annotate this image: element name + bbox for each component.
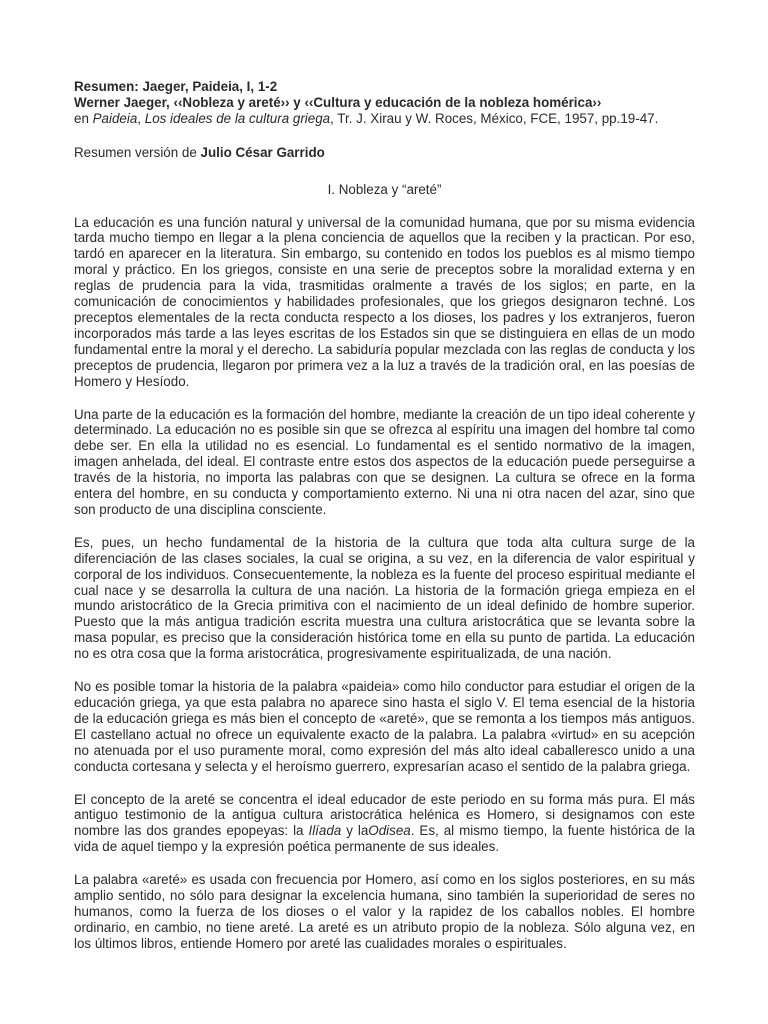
byline [74,145,695,161]
work-odisea: Odisea [368,823,411,839]
source-title [74,95,695,111]
paragraph-4: No es posible tomar la historia de la palabra «paideia» como hilo conductor para estudiar el origen de la educación griega, ya que esta palabra no aparece sino hasta el siglo V. El tema esencial de la historia de la educación griega es más bien el concepto de «areté», que se remonta a los tiempos más antiguos. El castellano actual no ofrece un equivalente exacto de la palabra. La palabra «virtud» en su acepción no atenuada por el uso puramente moral, como expresión del más alto ideal caballeresco unido a una conducta cortesana y selecta y el heroísmo guerrero, expresarían acaso el sentido de la palabra griega. [74,679,695,774]
paragraph-5-text-c: . Es, al mismo tiempo, la fuente histórica de la vida de aquel tiempo y la expresión poética permanente de sus ideales. [74,823,695,855]
document-page [74,79,695,952]
citation-work: Paideia [92,110,138,126]
paragraph-5 [74,792,695,856]
summary-title-text: Resumen: Jaeger, Paideia, I, 1-2 [74,79,278,94]
paragraph-6: La palabra «areté» es usada con frecuencia por Homero, así como en los siglos posteriores, en su más amplio sentido, no sólo para designar la excelencia humana, sino también la superioridad de seres no humanos, como la fuerza de los dioses o el valor y la rapidez de los caballos nobles. El hombre ordinario, en cambio, no tiene areté. La areté es un atributo propio de la nobleza. Sólo alguna vez, en los últimos libros, entiende Homero por areté las cualidades morales o espirituales. [74,872,695,951]
paragraph-1: La educación es una función natural y universal de la comunidad humana, que por su misma evidencia tarda mucho tiempo en llegar a la plena conciencia de aquellos que la reciben y la practican. Por eso, tardó en aparecer en la literatura. Sin embargo, su contenido en todos los pueblos es al mismo tiempo moral y práctico. En los griegos, consiste en una serie de preceptos sobre la moralidad externa y en reglas de prudencia para la vida, trasmitidas oralmente a través de los siglos; en parte, en la comunicación de conocimientos y habilidades profesionales, que los griegos designaron techné. Los preceptos elementales de la recta conducta respecto a los dioses, los padres y los extranjeros, fueron incorporados más tarde a las leyes escritas de los Estados sin que se distinguiera en ellas de un modo fundamental entre la moral y el derecho. La sabiduría popular mezclada con las reglas de conducta y los preceptos de prudencia, llegaron por primera vez a la luz a través de la tradición oral, en las poesías de Homero y Hesíodo. [74,214,695,389]
source-citation [74,111,695,127]
citation-prefix: en [74,110,93,126]
citation-subtitle: Los ideales de la cultura griega [144,110,331,126]
byline-prefix: Resumen versión de [74,144,201,160]
citation-details: , Tr. J. Xirau y W. Roces, México, FCE, 1957, pp.19-47. [330,110,659,126]
byline-author: Julio César Garrido [200,144,325,160]
section-title: I. Nobleza y “areté” [327,181,442,197]
work-iliada: Ilíada [308,823,342,839]
paragraph-3: Es, pues, un hecho fundamental de la historia de la cultura que toda alta cultura surge de la diferenciación de las clases sociales, la cual se origina, a su vez, en la diferencia de valor espiritual y corporal de los individuos. Consecuentemente, la nobleza es la fuente del proceso espiritual mediante el cual nace y se desarrolla la cultura de una nación. La historia de la formación griega empieza en el mundo aristocrático de la Grecia primitiva con el nacimiento de un ideal definido de hombre superior. Puesto que la más antigua tradición escrita muestra una cultura aristocrática que se levanta sobre la masa popular, es preciso que la consideración histórica tome en ella su punto de partida. La educación no es otra cosa que la forma aristocrática, progresivamente espiritualizada, de una nación. [74,534,695,662]
paragraph-5-text-a: El concepto de la areté se concentra el ideal educador de este periodo en su forma más pura. El más antiguo testimonio de la antigua cultura aristocrática helénica es Homero, si designamos con este nombre las dos grandes epopeyas: la [74,791,695,839]
source-title-text: Werner Jaeger, ‹‹Nobleza y areté›› y ‹‹Cultura y educación de la nobleza homérica›› [74,94,602,110]
summary-title [74,79,695,95]
paragraph-5-text-b: y la [341,823,369,839]
paragraph-2: Una parte de la educación es la formación del hombre, mediante la creación de un tipo ideal coherente y determinado. La educación no es posible sin que se ofrezca al espíritu una imagen del hombre tal como debe ser. En ella la utilidad no es esencial. Lo fundamental es el sentido normativo de la imagen, imagen anhelada, del ideal. El contraste entre estos dos aspectos de la educación puede perseguirse a través de la historia, no importa las palabras con que se designen. La cultura se ofrece en la forma entera del hombre, en su conducta y comportamiento externo. Ni una ni otra nacen del azar, sino que son producto de una disciplina consciente. [74,406,695,517]
citation-separator: , [137,110,145,126]
